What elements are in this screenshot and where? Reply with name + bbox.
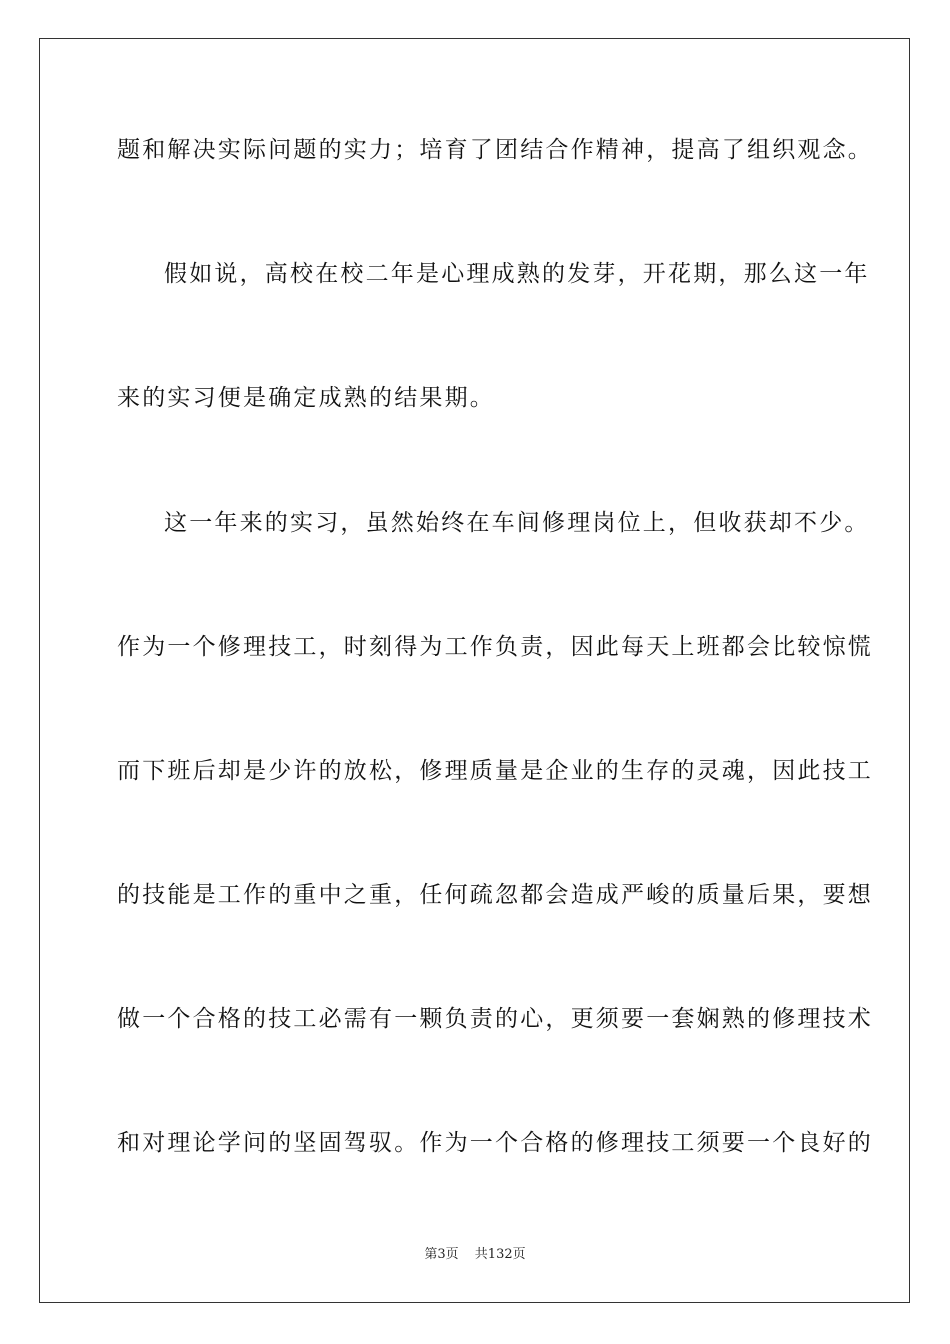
text-line: 作为一个修理技工，时刻得为工作负责，因此每天上班都会比较惊慌 [117,634,873,660]
text-line: 和对理论学问的坚固驾驭。作为一个合格的修理技工须要一个良好的 [117,1130,873,1156]
text-line: 题和解决实际问题的实力；培育了团结合作精神，提高了组织观念。 [117,137,873,163]
text-line: 而下班后却是少许的放松，修理质量是企业的生存的灵魂，因此技工 [117,758,873,784]
text-line: 的技能是工作的重中之重，任何疏忽都会造成严峻的质量后果，要想 [117,882,873,908]
text-line: 假如说，高校在校二年是心理成熟的发芽，开花期，那么这一年 [164,261,870,287]
page-border [39,38,910,1303]
page-footer [0,1246,950,1264]
page-total: 共132页 [474,1247,526,1262]
page-number: 第3页 [424,1247,459,1262]
text-line: 这一年来的实习，虽然始终在车间修理岗位上，但收获却不少。 [164,510,870,536]
text-line: 做一个合格的技工必需有一颗负责的心，更须要一套娴熟的修理技术 [117,1006,873,1032]
text-line: 来的实习便是确定成熟的结果期。 [117,385,495,411]
